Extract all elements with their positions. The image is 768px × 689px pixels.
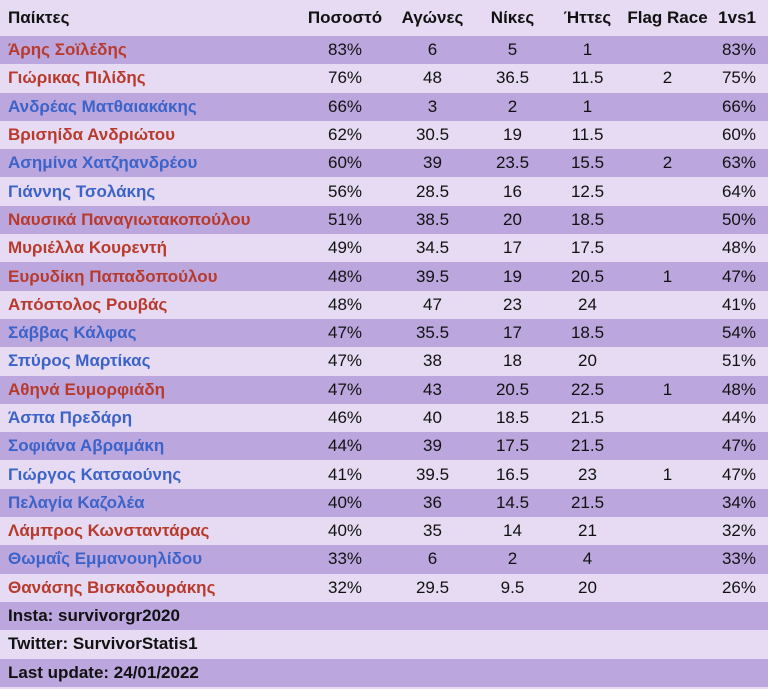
wins-cell: 16 (475, 177, 550, 205)
footer-last-update: Last update: 24/01/2022 (0, 659, 768, 687)
percentage-cell: 47% (300, 319, 390, 347)
header-row (0, 0, 768, 36)
table-row (0, 206, 768, 234)
wins-cell: 14 (475, 517, 550, 545)
table-row (0, 347, 768, 375)
wins-cell: 19 (475, 121, 550, 149)
losses-cell: 15.5 (550, 149, 625, 177)
header-flag-race: Flag Race (625, 0, 710, 36)
percentage-cell: 40% (300, 517, 390, 545)
losses-cell: 17.5 (550, 234, 625, 262)
flag-race-cell (625, 489, 710, 517)
onevsone-cell: 51% (710, 347, 768, 375)
losses-cell: 11.5 (550, 121, 625, 149)
player-name: Βρισηίδα Ανδριώτου (0, 121, 300, 149)
percentage-cell: 44% (300, 432, 390, 460)
player-name: Ναυσικά Παναγιωτακοπούλου (0, 206, 300, 234)
games-cell: 38 (390, 347, 475, 375)
wins-cell: 36.5 (475, 64, 550, 92)
flag-race-cell (625, 121, 710, 149)
player-name: Σοφιάνα Αβραμάκη (0, 432, 300, 460)
games-cell: 34.5 (390, 234, 475, 262)
table-row (0, 460, 768, 488)
games-cell: 36 (390, 489, 475, 517)
onevsone-cell: 34% (710, 489, 768, 517)
table-row (0, 432, 768, 460)
player-name: Γιάννης Τσολάκης (0, 177, 300, 205)
player-name: Ευρυδίκη Παπαδοπούλου (0, 262, 300, 290)
flag-race-cell: 2 (625, 149, 710, 177)
onevsone-cell: 48% (710, 234, 768, 262)
onevsone-cell: 47% (710, 460, 768, 488)
percentage-cell: 83% (300, 36, 390, 64)
onevsone-cell: 33% (710, 545, 768, 573)
player-name: Θανάσης Βισκαδουράκης (0, 574, 300, 602)
wins-cell: 16.5 (475, 460, 550, 488)
player-name: Αθηνά Ευμορφιάδη (0, 376, 300, 404)
onevsone-cell: 64% (710, 177, 768, 205)
player-name: Πελαγία Καζολέα (0, 489, 300, 517)
percentage-cell: 46% (300, 404, 390, 432)
table-row (0, 36, 768, 64)
player-name: Ασημίνα Χατζηανδρέου (0, 149, 300, 177)
player-name: Άσπα Πρεδάρη (0, 404, 300, 432)
wins-cell: 14.5 (475, 489, 550, 517)
games-cell: 6 (390, 36, 475, 64)
percentage-cell: 41% (300, 460, 390, 488)
losses-cell: 4 (550, 545, 625, 573)
onevsone-cell: 41% (710, 291, 768, 319)
wins-cell: 20 (475, 206, 550, 234)
wins-cell: 18 (475, 347, 550, 375)
header-wins: Νίκες (475, 0, 550, 36)
wins-cell: 17 (475, 319, 550, 347)
wins-cell: 19 (475, 262, 550, 290)
games-cell: 6 (390, 545, 475, 573)
losses-cell: 1 (550, 93, 625, 121)
onevsone-cell: 26% (710, 574, 768, 602)
wins-cell: 20.5 (475, 376, 550, 404)
percentage-cell: 47% (300, 376, 390, 404)
onevsone-cell: 44% (710, 404, 768, 432)
player-name: Μυριέλλα Κουρεντή (0, 234, 300, 262)
table-row (0, 517, 768, 545)
header-players: Παίκτες (0, 0, 300, 36)
flag-race-cell (625, 234, 710, 262)
flag-race-cell (625, 574, 710, 602)
losses-cell: 20.5 (550, 262, 625, 290)
percentage-cell: 32% (300, 574, 390, 602)
footer-insta-row (0, 602, 768, 630)
player-name: Γιώρικας Πιλίδης (0, 64, 300, 92)
flag-race-cell: 1 (625, 262, 710, 290)
player-name: Απόστολος Ρουβάς (0, 291, 300, 319)
games-cell: 40 (390, 404, 475, 432)
onevsone-cell: 47% (710, 262, 768, 290)
wins-cell: 9.5 (475, 574, 550, 602)
percentage-cell: 48% (300, 291, 390, 319)
percentage-cell: 49% (300, 234, 390, 262)
player-name: Λάμπρος Κωνσταντάρας (0, 517, 300, 545)
table-row (0, 319, 768, 347)
games-cell: 47 (390, 291, 475, 319)
wins-cell: 17 (475, 234, 550, 262)
header-1vs1: 1vs1 (710, 0, 768, 36)
games-cell: 43 (390, 376, 475, 404)
percentage-cell: 47% (300, 347, 390, 375)
table-row (0, 177, 768, 205)
losses-cell: 20 (550, 574, 625, 602)
flag-race-cell (625, 93, 710, 121)
games-cell: 28.5 (390, 177, 475, 205)
games-cell: 48 (390, 64, 475, 92)
wins-cell: 2 (475, 545, 550, 573)
losses-cell: 23 (550, 460, 625, 488)
onevsone-cell: 48% (710, 376, 768, 404)
games-cell: 3 (390, 93, 475, 121)
table-row (0, 121, 768, 149)
footer-twitter: Twitter: SurvivorStatis1 (0, 630, 768, 658)
flag-race-cell: 2 (625, 64, 710, 92)
losses-cell: 12.5 (550, 177, 625, 205)
games-cell: 39.5 (390, 262, 475, 290)
header-losses: Ήττες (550, 0, 625, 36)
percentage-cell: 56% (300, 177, 390, 205)
table-row (0, 64, 768, 92)
percentage-cell: 66% (300, 93, 390, 121)
flag-race-cell (625, 177, 710, 205)
games-cell: 39 (390, 149, 475, 177)
table-row (0, 489, 768, 517)
flag-race-cell (625, 432, 710, 460)
percentage-cell: 51% (300, 206, 390, 234)
wins-cell: 2 (475, 93, 550, 121)
onevsone-cell: 63% (710, 149, 768, 177)
table-row (0, 149, 768, 177)
flag-race-cell: 1 (625, 376, 710, 404)
losses-cell: 21 (550, 517, 625, 545)
flag-race-cell (625, 545, 710, 573)
table-row (0, 262, 768, 290)
games-cell: 29.5 (390, 574, 475, 602)
table-row (0, 574, 768, 602)
games-cell: 38.5 (390, 206, 475, 234)
onevsone-cell: 32% (710, 517, 768, 545)
losses-cell: 21.5 (550, 432, 625, 460)
losses-cell: 21.5 (550, 404, 625, 432)
flag-race-cell (625, 517, 710, 545)
header-percentage: Ποσοστό (300, 0, 390, 36)
losses-cell: 22.5 (550, 376, 625, 404)
percentage-cell: 40% (300, 489, 390, 517)
games-cell: 35 (390, 517, 475, 545)
losses-cell: 21.5 (550, 489, 625, 517)
losses-cell: 18.5 (550, 206, 625, 234)
footer-insta: Insta: survivorgr2020 (0, 602, 768, 630)
games-cell: 30.5 (390, 121, 475, 149)
wins-cell: 23.5 (475, 149, 550, 177)
losses-cell: 24 (550, 291, 625, 319)
table-row (0, 93, 768, 121)
games-cell: 35.5 (390, 319, 475, 347)
onevsone-cell: 60% (710, 121, 768, 149)
flag-race-cell: 1 (625, 460, 710, 488)
header-games: Αγώνες (390, 0, 475, 36)
player-name: Σάββας Κάλφας (0, 319, 300, 347)
wins-cell: 5 (475, 36, 550, 64)
games-cell: 39.5 (390, 460, 475, 488)
footer-twitter-row (0, 630, 768, 658)
onevsone-cell: 47% (710, 432, 768, 460)
onevsone-cell: 75% (710, 64, 768, 92)
player-name: Θωμαΐς Εμμανουηλίδου (0, 545, 300, 573)
onevsone-cell: 83% (710, 36, 768, 64)
wins-cell: 17.5 (475, 432, 550, 460)
player-name: Άρης Σοϊλέδης (0, 36, 300, 64)
player-name: Γιώργος Κατσαούνης (0, 460, 300, 488)
table-row (0, 404, 768, 432)
percentage-cell: 60% (300, 149, 390, 177)
percentage-cell: 48% (300, 262, 390, 290)
table-row (0, 291, 768, 319)
table-row (0, 376, 768, 404)
losses-cell: 20 (550, 347, 625, 375)
table-row (0, 545, 768, 573)
losses-cell: 11.5 (550, 64, 625, 92)
player-name: Σπύρος Μαρτίκας (0, 347, 300, 375)
flag-race-cell (625, 291, 710, 319)
footer-update-row (0, 659, 768, 687)
flag-race-cell (625, 404, 710, 432)
flag-race-cell (625, 347, 710, 375)
wins-cell: 23 (475, 291, 550, 319)
wins-cell: 18.5 (475, 404, 550, 432)
percentage-cell: 33% (300, 545, 390, 573)
losses-cell: 1 (550, 36, 625, 64)
flag-race-cell (625, 206, 710, 234)
onevsone-cell: 54% (710, 319, 768, 347)
player-name: Ανδρέας Ματθαιακάκης (0, 93, 300, 121)
flag-race-cell (625, 319, 710, 347)
losses-cell: 18.5 (550, 319, 625, 347)
table-row (0, 234, 768, 262)
onevsone-cell: 50% (710, 206, 768, 234)
percentage-cell: 76% (300, 64, 390, 92)
flag-race-cell (625, 36, 710, 64)
percentage-cell: 62% (300, 121, 390, 149)
onevsone-cell: 66% (710, 93, 768, 121)
games-cell: 39 (390, 432, 475, 460)
